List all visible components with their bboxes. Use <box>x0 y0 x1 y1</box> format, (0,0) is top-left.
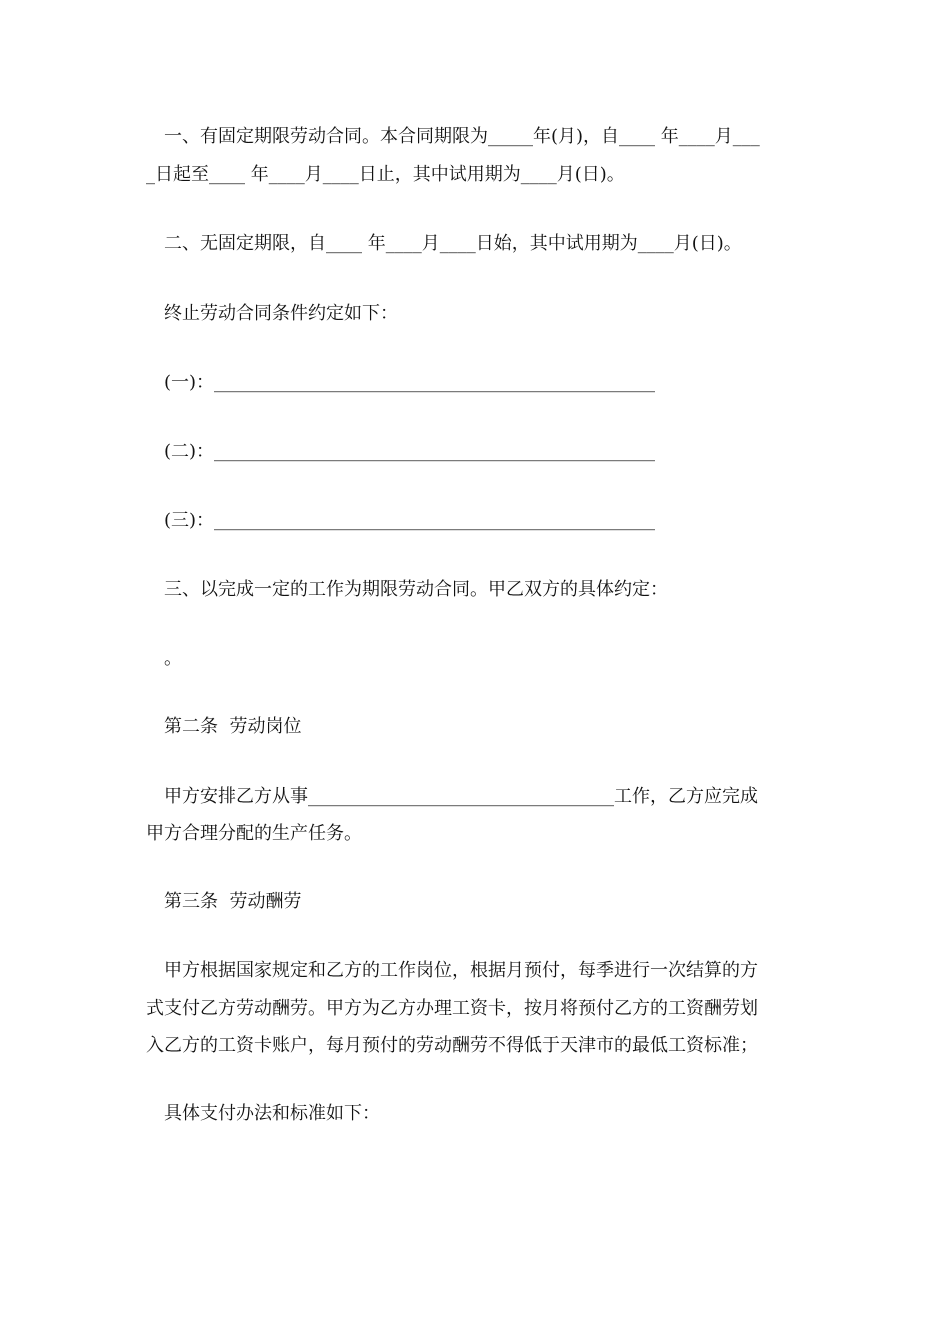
termination-condition-1: (一)：_________________________________________________ <box>164 372 656 393</box>
job-position-line-1: 甲方安排乙方从事__________________________________工作，乙方应完成 <box>164 786 758 807</box>
remuneration-line-1: 甲方根据国家规定和乙方的工作岗位，根据月预付，每季进行一次结算的方 <box>164 960 758 981</box>
clause-task-based-end: 。 <box>164 648 182 669</box>
article-2-heading: 第二条 劳动岗位 <box>164 716 302 737</box>
clause-fixed-term-line-1: 一、有固定期限劳动合同。本合同期限为_____年(月)，自____ 年____月___ <box>164 126 760 147</box>
job-position-line-2: 甲方合理分配的生产任务。 <box>146 823 362 844</box>
termination-condition-3: (三)：_________________________________________________ <box>164 510 656 531</box>
termination-conditions-heading: 终止劳动合同条件约定如下： <box>164 303 398 324</box>
termination-condition-2: (二)：_________________________________________________ <box>164 441 656 462</box>
clause-fixed-term-line-2: _日起至____ 年____月____日止，其中试用期为____月(日)。 <box>146 164 625 185</box>
remuneration-line-3: 入乙方的工资卡账户，每月预付的劳动酬劳不得低于天津市的最低工资标准； <box>146 1035 758 1056</box>
article-3-heading: 第三条 劳动酬劳 <box>164 891 302 912</box>
remuneration-line-2: 式支付乙方劳动酬劳。甲方为乙方办理工资卡，按月将预付乙方的工资酬劳划 <box>146 998 758 1019</box>
clause-task-based: 三、以完成一定的工作为期限劳动合同。甲乙双方的具体约定： <box>164 579 668 600</box>
payment-method-heading: 具体支付办法和标准如下： <box>164 1103 380 1124</box>
clause-no-fixed-term: 二、无固定期限，自____ 年____月____日始，其中试用期为____月(日)。 <box>164 233 742 254</box>
